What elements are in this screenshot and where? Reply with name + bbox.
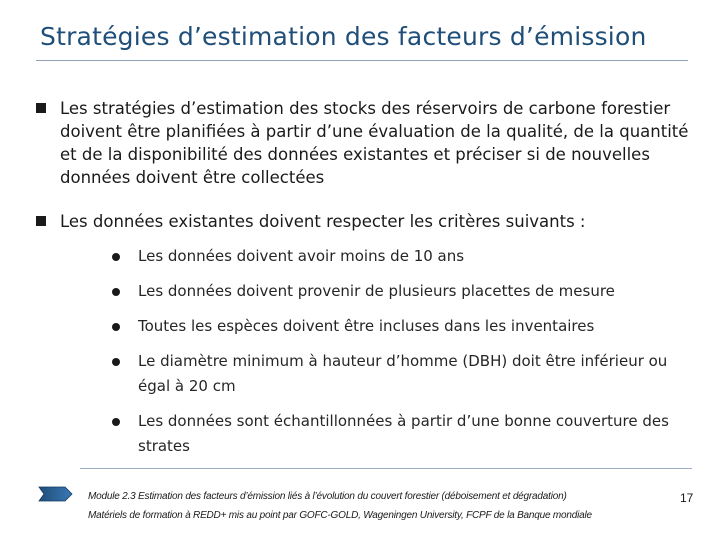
list-item-text: Les données sont échantillonnées à partir d’une bonne couverture des strates (138, 412, 669, 455)
main-bullet-text: Les données existantes doivent respecter les critères suivants : (60, 212, 586, 231)
list-item (108, 349, 688, 399)
list-item (108, 409, 688, 459)
round-bullet-icon (112, 253, 120, 261)
criteria-list (108, 244, 688, 469)
square-bullet-icon (36, 103, 46, 113)
list-item-text: Toutes les espèces doivent être incluses dans les inventaires (138, 317, 595, 335)
footer-module-line: Module 2.3 Estimation des facteurs d’émission liés à l’évolution du couvert forestier (déboisement et dégradation) (88, 491, 567, 502)
list-item (108, 279, 688, 304)
round-bullet-icon (112, 323, 120, 331)
round-bullet-icon (112, 358, 120, 366)
footer-divider (80, 468, 692, 469)
main-bullet-text: Les stratégies d’estimation des stocks des réservoirs de carbone forestier doivent être planifiées à partir d’une évaluation de la qualité, de la quantité et de la disponibilité des données existantes et préciser si de nouvelles données doivent être collectées (60, 99, 689, 187)
list-item-text: Les données doivent provenir de plusieurs placettes de mesure (138, 282, 615, 300)
list-item-text: Les données doivent avoir moins de 10 ans (138, 247, 465, 265)
round-bullet-icon (112, 418, 120, 426)
title-divider (36, 60, 688, 61)
square-bullet-icon (36, 216, 46, 226)
list-item-text: Le diamètre minimum à hauteur d’homme (DBH) doit être inférieur ou égal à 20 cm (138, 352, 668, 395)
round-bullet-icon (112, 288, 120, 296)
footer-text (88, 487, 692, 525)
page-number: 17 (680, 491, 694, 505)
slide-title: Stratégies d’estimation des facteurs d’émission (40, 22, 647, 51)
list-item (108, 244, 688, 269)
chevron-arrow-icon (38, 484, 74, 504)
list-item (108, 314, 688, 339)
footer-credits-line: Matériels de formation à REDD+ mis au point par GOFC-GOLD, Wageningen University, FCPF de la Banque mondiale (88, 510, 592, 521)
main-bullet-1 (36, 97, 696, 189)
main-bullet-2 (36, 210, 696, 233)
